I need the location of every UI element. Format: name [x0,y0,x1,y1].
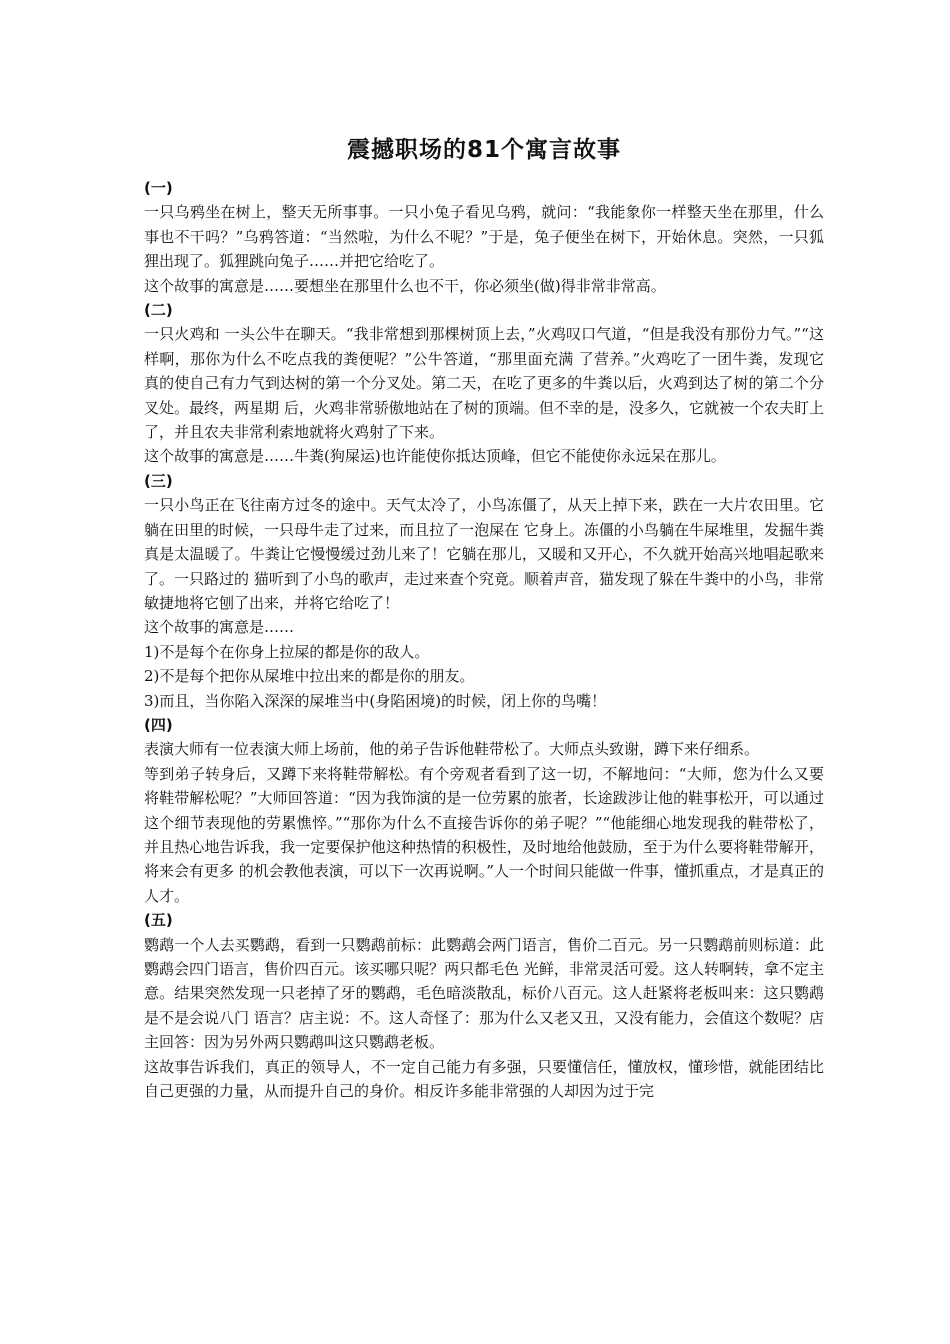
story-paragraph: 一只火鸡和 一头公牛在聊天。“我非常想到那棵树顶上去，”火鸡叹口气道，“但是我没有那份力气。”“这样啊，那你为什么不吃点我的粪便呢？”公牛答道，“那里面充满 了营养。”火鸡吃了一团牛粪，发现它真的使自己有力气到达树的第一个分叉处。第二天，在吃了更多的牛粪以后，火鸡到达了树的第二个分叉处。最终，两星期 后，火鸡非常骄傲地站在了树的顶端。但不幸的是，没多久，它就被一个农夫盯上了，并且农夫非常利索地就将火鸡射了下来。 [144,325,824,442]
section-1 [144,176,824,298]
document-title: 震撼职场的81个寓言故事 [346,137,621,163]
story-paragraph: 一只小鸟正在飞往南方过冬的途中。天气太冷了，小鸟冻僵了，从天上掉下来，跌在一大片农田里。它躺在田里的时候，一只母牛走了过来，而且拉了一泡屎在 它身上。冻僵的小鸟躺在牛屎堆里，发掘牛粪真是太温暖了。牛粪让它慢慢缓过劲儿来了！它躺在那儿，又暖和又开心，不久就开始高兴地唱起歌来了。一只路过的 猫听到了小鸟的歌声，走过来查个究竟。顺着声音，猫发现了躲在牛粪中的小鸟，非常敏捷地将它刨了出来，并将它给吃了！ [144,496,824,612]
moral-list-item: 1)不是每个在你身上拉屎的都是你的敌人。 [144,642,430,661]
story-paragraph: 表演大师有一位表演大师上场前，他的弟子告诉他鞋带松了。大师点头致谢，蹲下来仔细系。 [144,740,760,759]
story-paragraph: 鹦鹉一个人去买鹦鹉，看到一只鹦鹉前标：此鹦鹉会两门语言，售价二百元。另一只鹦鹉前则标道：此鹦鹉会四门语言，售价四百元。该买哪只呢？两只都毛色 光鲜，非常灵活可爱。这人转啊转，拿不定主意。结果突然发现一只老掉了牙的鹦鹉，毛色暗淡散乱，标价八百元。这人赶紧将老板叫来：这只鹦鹉是不是会说八门 语言？店主说：不。这人奇怪了：那为什么又老又丑，又没有能力，会值这个数呢？店主回答：因为另外两只鹦鹉叫这只鹦鹉老板。 [144,935,824,1052]
story-paragraph: 一只乌鸦坐在树上，整天无所事事。一只小兔子看见乌鸦，就问：“我能象你一样整天坐在那里，什么事也不干吗？”乌鸦答道：“当然啦，为什么不呢？”于是，兔子便坐在树下，开始休息。突然，一只狐狸出现了。狐狸跳向兔子……并把它给吃了。 [144,203,824,271]
document-page [144,130,824,1103]
section-heading: (三) [144,471,173,490]
section-heading: (五) [144,911,173,930]
section-5 [144,908,824,1103]
moral-list-item: 3)而且，当你陷入深深的屎堆当中(身陷困境)的时候，闭上你的鸟嘴！ [144,691,607,710]
section-2 [144,298,824,469]
moral-paragraph: 这个故事的寓意是…… [144,618,295,637]
section-heading: (四) [144,715,173,734]
section-heading: (二) [144,301,173,320]
moral-paragraph: 这个故事的寓意是……牛粪(狗屎运)也许能使你抵达顶峰，但它不能使你永远呆在那儿。 [144,447,726,466]
moral-list-item: 2)不是每个把你从屎堆中拉出来的都是你的朋友。 [144,667,475,686]
moral-paragraph: 这故事告诉我们，真正的领导人，不一定自己能力有多强，只要懂信任，懂放权，懂珍惜，就能团结比自己更强的力量，从而提升自己的身价。相反许多能非常强的人却因为过于完 [144,1057,824,1101]
story-paragraph: 等到弟子转身后，又蹲下来将鞋带解松。有个旁观者看到了这一切，不解地问：“大师，您为什么又要 将鞋带解松呢？”大师回答道：“因为我饰演的是一位劳累的旅者，长途跋涉让他的鞋事松开，可以通过这个细节表现他的劳累憔悴。”“那你为什么不直接告诉你的弟子呢？”“他能细心地发现我的鞋带松了，并且热心地告诉我，我一定要保护他这种热情的积极性，及时地给他鼓励，至于为什么要将鞋带解开，将来会有更多 的机会教他表演，可以下一次再说啊。”人一个时间只能做一件事，懂抓重点，才是真正的人才。 [144,764,824,905]
section-3 [144,469,824,713]
section-4 [144,713,824,908]
moral-paragraph: 这个故事的寓意是……要想坐在那里什么也不干，你必须坐(做)得非常非常高。 [144,276,666,295]
section-heading: (一) [144,179,173,197]
